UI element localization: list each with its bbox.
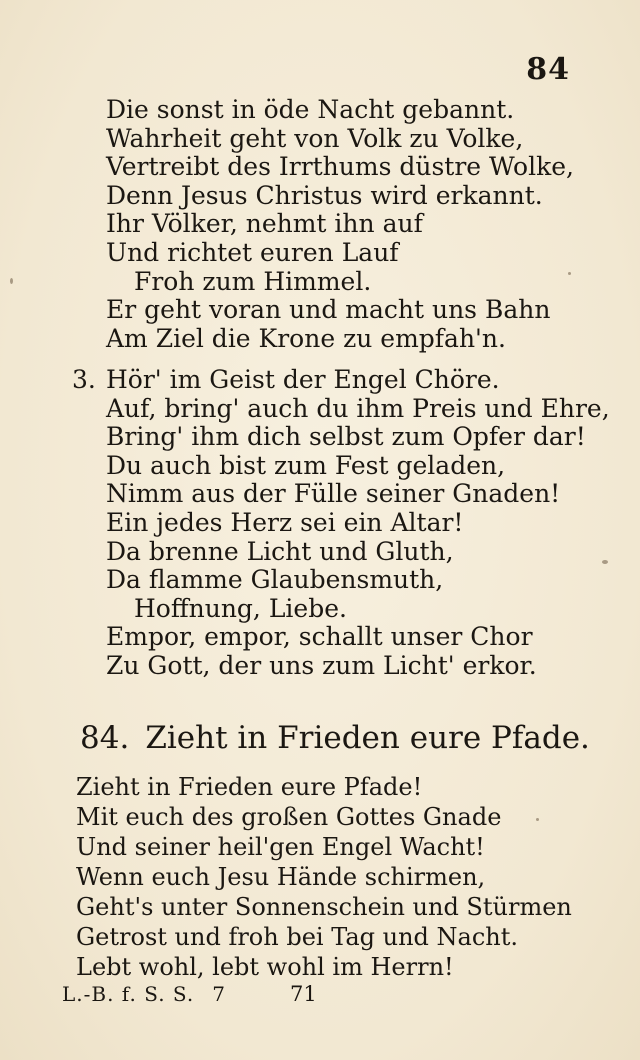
verse-line: Wenn euch Jesu Hände schirmen,	[76, 863, 486, 891]
hymn-number: 84.	[80, 720, 130, 756]
verse-line: Wahrheit geht von Volk zu Volke,	[106, 123, 524, 153]
verse-line: Du auch bist zum Fest geladen,	[106, 450, 506, 480]
printer-signature	[62, 982, 226, 1006]
verse-line: Vertreibt des Irrthums düstre Wolke,	[106, 152, 574, 182]
verse-line: Und richtet euren Lauf	[106, 237, 399, 267]
verse-line: Zieht in Frieden eure Pfade!	[76, 773, 423, 801]
hymn-stanza	[76, 772, 572, 982]
paper-speck	[568, 272, 571, 275]
signature-text: L.-B. f. S. S.	[62, 982, 195, 1006]
paper-speck	[10, 278, 13, 284]
verse-line: Geht's unter Sonnenschein und Stürmen	[76, 893, 572, 921]
verse-line: Nimm aus der Fülle seiner Gnaden!	[106, 479, 561, 509]
verse-line: Da flamme Glaubensmuth,	[106, 565, 444, 595]
paper-speck	[602, 560, 608, 564]
stanza-three	[106, 366, 610, 681]
verse-line: Er geht voran und macht uns Bahn	[106, 295, 551, 325]
footer-page-number: 71	[290, 982, 317, 1006]
page-number: 84	[526, 52, 570, 87]
signature-number: 7	[212, 982, 226, 1006]
verse-line: Lebt wohl, lebt wohl im Herrn!	[76, 953, 454, 981]
verse-line: Denn Jesus Christus wird erkannt.	[106, 180, 543, 210]
verse-line: Am Ziel die Krone zu empfah'n.	[106, 323, 506, 353]
verse-line: Ein jedes Herz sei ein Altar!	[106, 507, 464, 537]
verse-line: Bring' ihm dich selbst zum Opfer dar!	[106, 422, 586, 452]
verse-line: Getrost und froh bei Tag und Nacht.	[76, 923, 519, 951]
verse-line: Froh zum Himmel.	[134, 266, 372, 296]
hymn-title: Zieht in Frieden eure Pfade.	[145, 720, 590, 756]
paper-speck	[536, 818, 539, 821]
verse-line: Da brenne Licht und Gluth,	[106, 536, 454, 566]
verse-line: Die sonst in öde Nacht gebannt.	[106, 95, 515, 124]
verse-line: Empor, empor, schallt unser Chor	[106, 622, 533, 652]
verse-line: Auf, bring' auch du ihm Preis und Ehre,	[106, 393, 610, 423]
verse-line: Und seiner heil'gen Engel Wacht!	[76, 833, 485, 861]
verse-line: Ihr Völker, nehmt ihn auf	[106, 209, 423, 239]
verse-line: Hoffnung, Liebe.	[134, 593, 347, 623]
continued-stanza	[106, 96, 574, 353]
hymn-heading	[80, 718, 590, 758]
stanza-number: 3.	[72, 365, 96, 394]
verse-line: Mit euch des großen Gottes Gnade	[76, 803, 502, 831]
verse-line: Zu Gott, der uns zum Licht' erkor.	[106, 650, 537, 680]
verse-line: Hör' im Geist der Engel Chöre.	[106, 365, 500, 394]
